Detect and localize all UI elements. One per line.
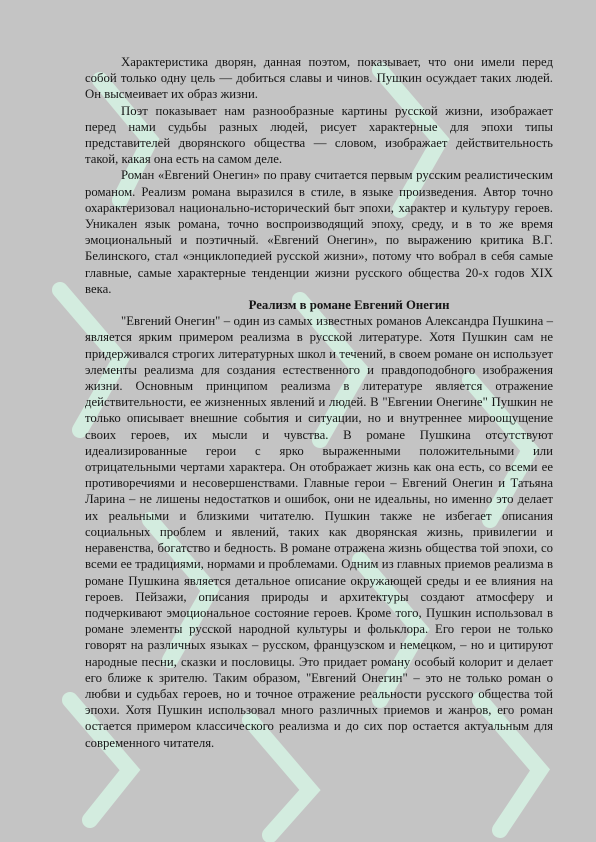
paragraph-intro-3: Роман «Евгений Онегин» по праву считается первым русским реалистическим романом. Реализм романа выразился в стиле, в языке произведения. Автор точно охарактеризовал национально-исторический быт эпохи, характер и культуру героев. Уникален язык романа, точно воспроизводящий эпоху, среду, и в то же время эмоциональный и поэтичный. «Евгений Онегин», по выражению критика В.Г. Белинского, стал «энциклопедией русской жизни», потому что вобрал в себя самые главные, самые характерные тенденции жизни русского общества 20-х годов XIX века. [85,168,553,296]
paragraph-intro-1: Характеристика дворян, данная поэтом, показывает, что они имели перед собой только одну цель — добиться славы и чинов. Пушкин осуждает таких людей. Он высмеивает их образ жизни. [85,55,553,102]
section-heading: Реализм в романе Евгений Онегин [248,298,450,313]
paragraph-main: "Евгений Онегин" – один из самых известных романов Александра Пушкина – является ярким примером реализма в русской литературе. Хотя Пушкин сам не придерживался строгих литературных школ и течений, в своем романе он использует элементы реализма для создания естественного и правдоподобного изображения жизни. Основным принципом реализма в литературе является отражение действительности, ее жизненных явлений и людей. В "Евгении Онегине" Пушкин не только описывает внешние события и ситуации, но и внутреннее мироощущение своих героев, их мысли и чувства. В романе Пушкина отсутствуют идеализированные герои с ярко выраженными положительными или отрицательными чертами характера. Он отображает жизнь как она есть, со всеми ее противоречиями и несовершенствами. Главные герои – Евгений Онегин и Татьяна Ларина – не лишены недостатков и ошибок, они не идеальны, но именно это делает их реальными и близкими читателю. Пушкин также не избегает описания социальных проблем и явлений, таких как дворянская жизнь, привилегии и неравенства, богатство и бедность. В романе отражена жизнь общества той эпохи, со всеми ее традициями, нормами и проблемами. Одним из главных приемов реализма в романе Пушкина является детальное описание окружающей среды и ее влияния на героев. Пейзажи, описания природы и архитектуры создают атмосферу и подчеркивают эмоциональное состояние героев. Кроме того, Пушкин использовал в романе элементы русской народной культуры и фольклора. Его герои не только говорят на различных языках – русском, французском и немецком, – но и цитируют народные песни, сказки и пословицы. Это придает роману особый колорит и делает его ближе к зрителю. Таким образом, "Евгений Онегин" – это не только роман о любви и судьбах героев, но и точное отражение реальности русского общества той эпохи. Хотя Пушкин использовал много различных приемов и жанров, его роман остается примером классического реализма и до сих пор остается актуальным для современного читателя. [85,314,553,750]
paragraph-intro-2: Поэт показывает нам разнообразные картины русской жизни, изображает перед нами судьбы разных людей, рисует характерные для эпохи типы представителей дворянского общества — словом, изображает действительность такой, какая она есть на самом деле. [85,103,553,167]
document-text [85,54,553,751]
